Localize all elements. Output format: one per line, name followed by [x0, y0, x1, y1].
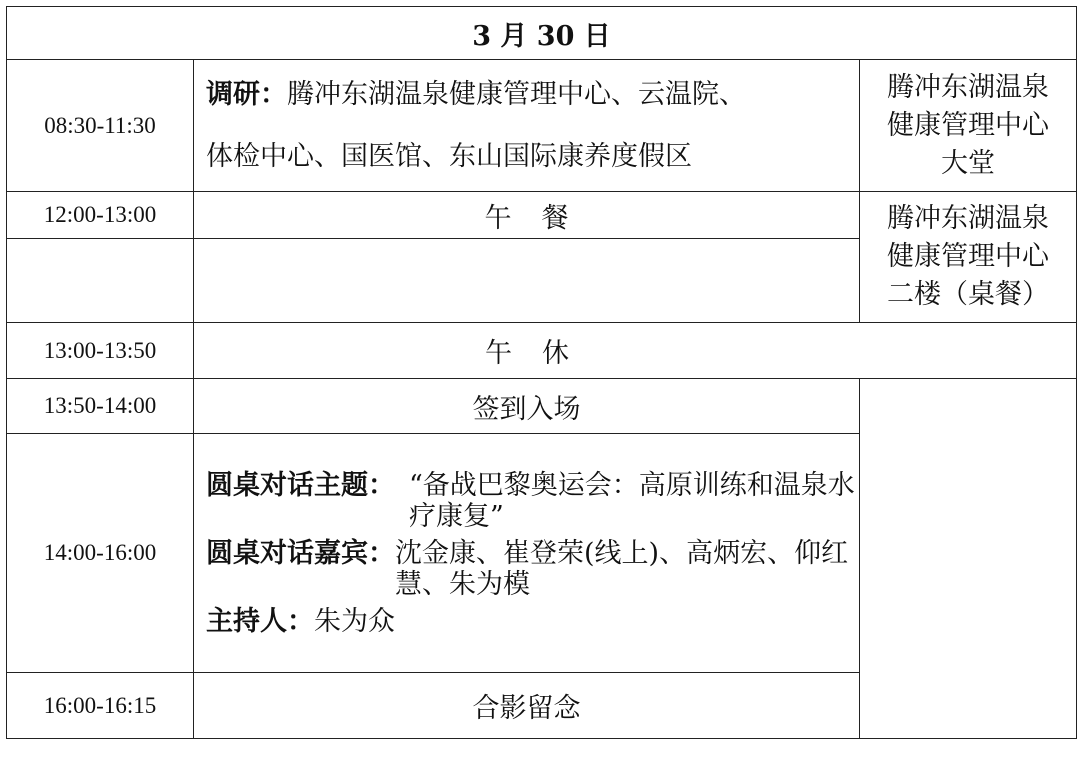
time-cell: 08:30-11:30	[7, 60, 194, 192]
host-label: 主持人：	[206, 605, 314, 637]
time-cell: 16:00-16:15	[7, 673, 194, 739]
date-header: 3 月 30 日	[7, 7, 1077, 60]
time-cell: 13:50-14:00	[7, 379, 194, 434]
venue-line: 腾冲东湖温泉	[887, 203, 1049, 234]
venue-line: 腾冲东湖温泉	[887, 71, 1049, 103]
group-photo-cell: 合影留念	[194, 673, 860, 739]
empty-venue-cell	[860, 379, 1077, 739]
nap-text: 午休	[485, 338, 599, 369]
venue-line: 二楼（桌餐）	[887, 279, 1049, 310]
research-label: 调研：	[206, 78, 287, 110]
roundtable-cell	[194, 434, 860, 673]
guests-value: 沈金康、崔登荣(线上)、高炳宏、仰红慧、朱为模	[395, 537, 849, 600]
lunch-cell	[194, 192, 860, 239]
venue-cell	[860, 60, 1077, 192]
empty-cell	[7, 239, 194, 323]
theme-label: 圆桌对话主题：	[206, 469, 395, 501]
schedule-table	[6, 6, 1077, 739]
lunch-text: 午餐	[484, 202, 599, 234]
time-cell: 14:00-16:00	[7, 434, 194, 673]
venue-cell	[860, 192, 1077, 323]
host-value: 朱为众	[314, 605, 395, 637]
venue-line: 大堂	[941, 147, 995, 179]
research-sites-line2: 体检中心、国医馆、东山国际康养度假区	[206, 140, 692, 172]
time-cell: 13:00-13:50	[7, 323, 194, 379]
checkin-cell: 签到入场	[194, 379, 860, 434]
venue-line: 健康管理中心	[887, 241, 1049, 272]
nap-cell	[194, 323, 1077, 379]
empty-cell	[194, 239, 860, 323]
venue-line: 健康管理中心	[887, 109, 1049, 141]
time-cell: 12:00-13:00	[7, 192, 194, 239]
research-cell	[194, 60, 860, 192]
theme-value: “备战巴黎奥运会：高原训练和温泉水疗康复”	[409, 469, 855, 532]
research-sites-line1: 腾冲东湖温泉健康管理中心、云温院、	[287, 78, 746, 110]
guests-label: 圆桌对话嘉宾：	[206, 537, 395, 569]
